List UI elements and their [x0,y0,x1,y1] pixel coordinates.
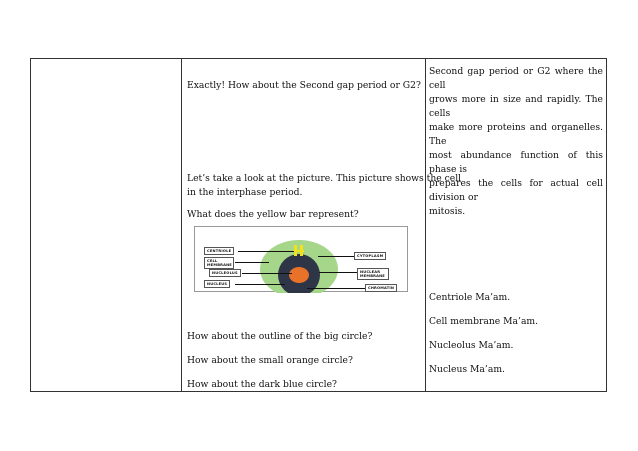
nucleus-answer: Nucleus Ma’am. [429,364,505,375]
cell-membrane-answer: Cell membrane Ma’am. [429,316,539,327]
label-cytoplasm: CYTOPLASM [354,252,386,260]
label-nucleolus: NUCLEOLUS [209,269,241,277]
question-g2: Exactly! How about the Second gap period or G2? [187,80,421,91]
column-divider-2 [425,59,426,391]
pointer-centriole [238,251,294,252]
label-centriole: CENTRIOLE [204,247,234,255]
label-chromatin: CHROMATIN [365,284,397,292]
g2-answer-line-4: most abundance function of this phase is [429,150,603,175]
centriole-answer: Centriole Ma’am. [429,292,511,303]
g2-answer-line-3: make more proteins and organelles. The [429,122,603,147]
orange-circle-question: How about the small orange circle? [187,355,353,366]
pointer-nucleus [235,284,285,285]
nucleolus-answer: Nucleolus Ma’am. [429,340,514,351]
outline-question: How about the outline of the big circle? [187,331,373,342]
label-cell-membrane: CELL MEMBRANE [204,257,234,269]
centriole-bar-3 [293,250,304,252]
column-divider-1 [181,59,182,391]
g2-answer [429,65,603,219]
label-nuclear-membrane: NUCLEAR MEMBRANE [357,268,389,280]
label-nucleus: NUCLEUS [204,280,230,288]
g2-answer-line-6: mitosis. [429,206,466,217]
picture-intro-line-1: Let’s take a look at the picture. This picture shows the cell [187,173,462,184]
pointer-cell-membrane [235,262,269,263]
cell-diagram [194,226,408,292]
pointer-chromatin [307,288,365,289]
pointer-nuclear-membrane [319,272,357,273]
pointer-nucleolus [242,273,292,274]
g2-answer-line-5: prepares the cells for actual cell division or [429,178,603,203]
picture-intro-line-2: in the interphase period. [187,187,303,198]
blue-circle-question: How about the dark blue circle? [187,379,337,390]
nucleolus-circle [289,267,309,283]
g2-answer-line-1: Second gap period or G2 where the cell [429,66,603,91]
pointer-cytoplasm [318,256,354,257]
g2-answer-line-2: grows more in size and rapidly. The cells [429,94,603,119]
yellow-bar-question: What does the yellow bar represent? [187,209,359,220]
